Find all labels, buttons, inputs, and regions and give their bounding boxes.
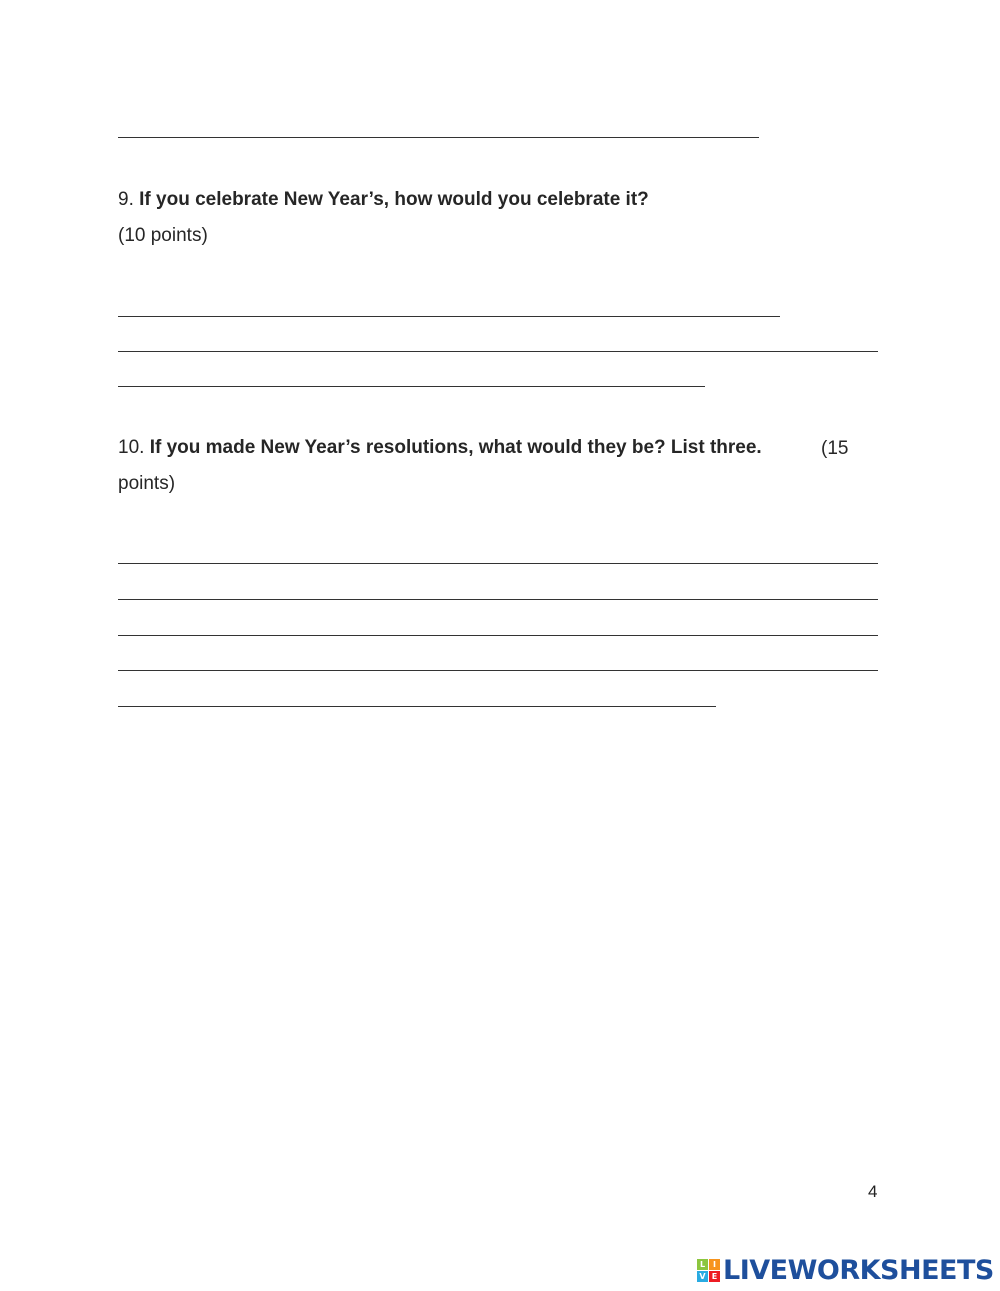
question-number: 10. — [118, 437, 145, 458]
answer-line[interactable] — [118, 386, 705, 387]
question-number: 9. — [118, 189, 134, 210]
answer-line[interactable] — [118, 670, 878, 671]
question-points-continued: points) — [118, 473, 176, 494]
answer-line[interactable] — [118, 137, 759, 138]
answer-line[interactable] — [118, 706, 716, 707]
logo-text: LIVEWORKSHEETS — [723, 1254, 994, 1286]
liveworksheets-logo — [697, 1253, 994, 1287]
answer-line[interactable] — [118, 316, 780, 317]
answer-line[interactable] — [118, 563, 878, 564]
page-number: 4 — [868, 1182, 878, 1201]
answer-line[interactable] — [118, 351, 878, 352]
question-text: If you made New Year’s resolutions, what would they be? List three. — [149, 437, 762, 458]
question-10 — [118, 430, 762, 465]
question-points: (10 points) — [118, 225, 208, 246]
question-9 — [118, 182, 649, 217]
liveworksheets-logo-icon: L I V E — [697, 1259, 720, 1282]
question-text: If you celebrate New Year’s, how would you celebrate it? — [139, 189, 649, 210]
question-points: (15 — [821, 438, 849, 459]
answer-line[interactable] — [118, 599, 878, 600]
answer-line[interactable] — [118, 635, 878, 636]
